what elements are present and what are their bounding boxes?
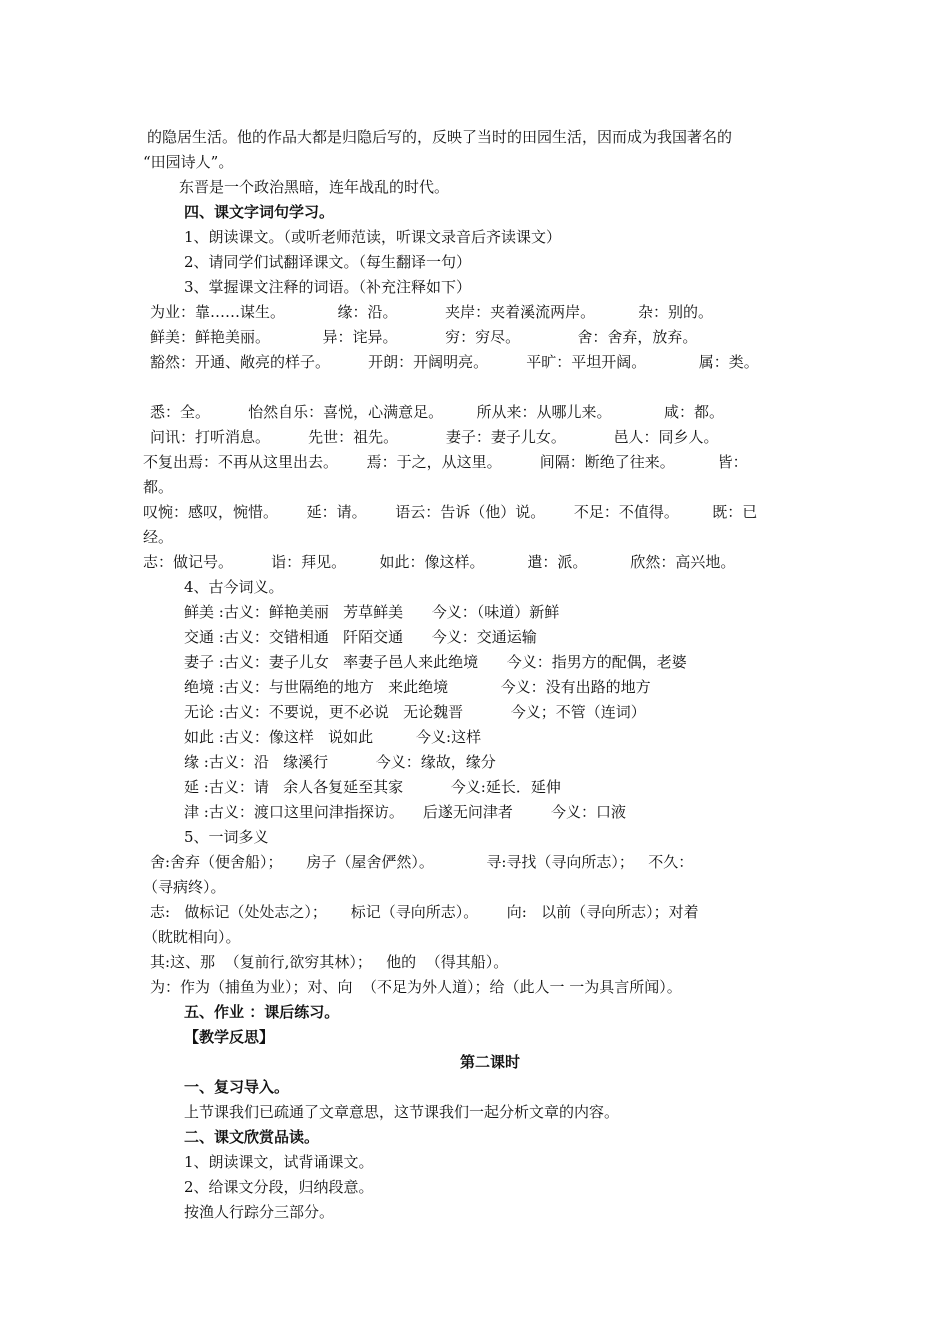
section-heading: 五、作业 ：课后练习。 <box>184 1003 340 1021</box>
text-line: 豁然：开通、敞亮的样子。 开朗：开阔明亮。 平旷：平坦开阔。 属：类。 <box>150 353 759 371</box>
text-line: 如此 :古义：像这样 说如此 今义:这样 <box>184 728 482 746</box>
text-line: 1、朗读课文。（或听老师范读，听课文录音后齐读课文） <box>184 228 562 246</box>
text-line: 悉：全。 怡然自乐：喜悦，心满意足。 所从来：从哪儿来。 咸：都。 <box>150 403 724 421</box>
text-line: 经。 <box>143 528 174 546</box>
text-line: （眈眈相向）。 <box>143 928 241 946</box>
text-line: 叹惋：感叹，惋惜。 延：请。 语云：告诉（他）说。 不足：不值得。 既：已 <box>143 503 758 521</box>
text-line: 不复出焉：不再从这里出去。 焉：于之，从这里。 间隔：断绝了往来。 皆： <box>143 453 748 471</box>
text-line: 为业：靠……谋生。 缘：沿。 夹岸：夹着溪流两岸。 杂：别的。 <box>150 303 714 321</box>
section-heading: 二、课文欣赏品读。 <box>184 1128 320 1146</box>
section-heading: 一、复习导入。 <box>184 1078 290 1096</box>
text-line: 的隐居生活。他的作品大都是归隐后写的，反映了当时的田园生活，因而成为我国著名的 <box>147 128 733 146</box>
text-line: 鲜美：鲜艳美丽。 异：诧异。 穷：穷尽。 舍：舍弃，放弃。 <box>150 328 698 346</box>
text-line: 鲜美 :古义：鲜艳美丽 芳草鲜美 今义：（味道）新鲜 <box>184 603 560 621</box>
text-line: 上节课我们已疏通了文章意思，这节课我们一起分析文章的内容。 <box>184 1103 620 1121</box>
text-line: 东晋是一个政治黑暗，连年战乱的时代。 <box>179 178 450 196</box>
text-line: 无论 :古义：不要说，更不必说 无论魏晋 今义；不管（连词） <box>184 703 646 721</box>
section-heading: 四、课文字词句学习。 <box>184 203 335 221</box>
text-line: 志：做记号。 诣：拜见。 如此：像这样。 遣：派。 欣然：高兴地。 <box>143 553 736 571</box>
text-line: 舍:舍弃（便舍船）； 房子（屋舍俨然）。 寻:寻找（寻向所志）； 不久： <box>150 853 694 871</box>
text-line: 为：作为（捕鱼为业）；对、向 （不足为外人道）；给（此人一 一为具言所闻）。 <box>150 978 682 996</box>
text-line: 问讯：打听消息。 先世：祖先。 妻子：妻子儿女。 邑人：同乡人。 <box>150 428 719 446</box>
text-line: 妻子 :古义：妻子儿女 率妻子邑人来此绝境 今义：指男方的配偶，老婆 <box>184 653 687 671</box>
text-line: 按渔人行踪分三部分。 <box>184 1203 335 1221</box>
text-line: 延 :古义：请 余人各复延至其家 今义:延长．延伸 <box>184 778 561 796</box>
text-line: 5、一词多义 <box>184 828 269 846</box>
text-line: 都。 <box>143 478 174 496</box>
text-line: 2、给课文分段，归纳段意。 <box>184 1178 374 1196</box>
text-line: 缘 :古义：沿 缘溪行 今义：缘故，缘分 <box>184 753 496 771</box>
text-line: 4、古今词义。 <box>184 578 284 596</box>
text-line: 绝境 :古义：与世隔绝的地方 来此绝境 今义：没有出路的地方 <box>184 678 651 696</box>
text-line: 3、掌握课文注释的词语。（补充注释如下） <box>184 278 472 296</box>
text-line: 2、请同学们试翻译课文。（每生翻译一句） <box>184 253 472 271</box>
text-line: （寻病终）。 <box>143 878 226 896</box>
text-line: 交通 :古义：交错相通 阡陌交通 今义：交通运输 <box>184 628 537 646</box>
text-line: 1、朗读课文，试背诵课文。 <box>184 1153 374 1171</box>
lesson-title: 第二课时 <box>460 1053 521 1071</box>
text-line: “田园诗人”。 <box>143 153 234 171</box>
text-line: 志: 做标记（处处志之）； 标记（寻向所志）。 向: 以前（寻向所志）；对着 <box>150 903 699 921</box>
reflection-heading: 【教学反思】 <box>184 1028 275 1046</box>
text-line: 津 :古义：渡口这里问津指探访。 后遂无问津者 今义：口液 <box>184 803 627 821</box>
text-line: 其:这、那 （复前行,欲穷其林）； 他的 （得其船）。 <box>150 953 509 971</box>
